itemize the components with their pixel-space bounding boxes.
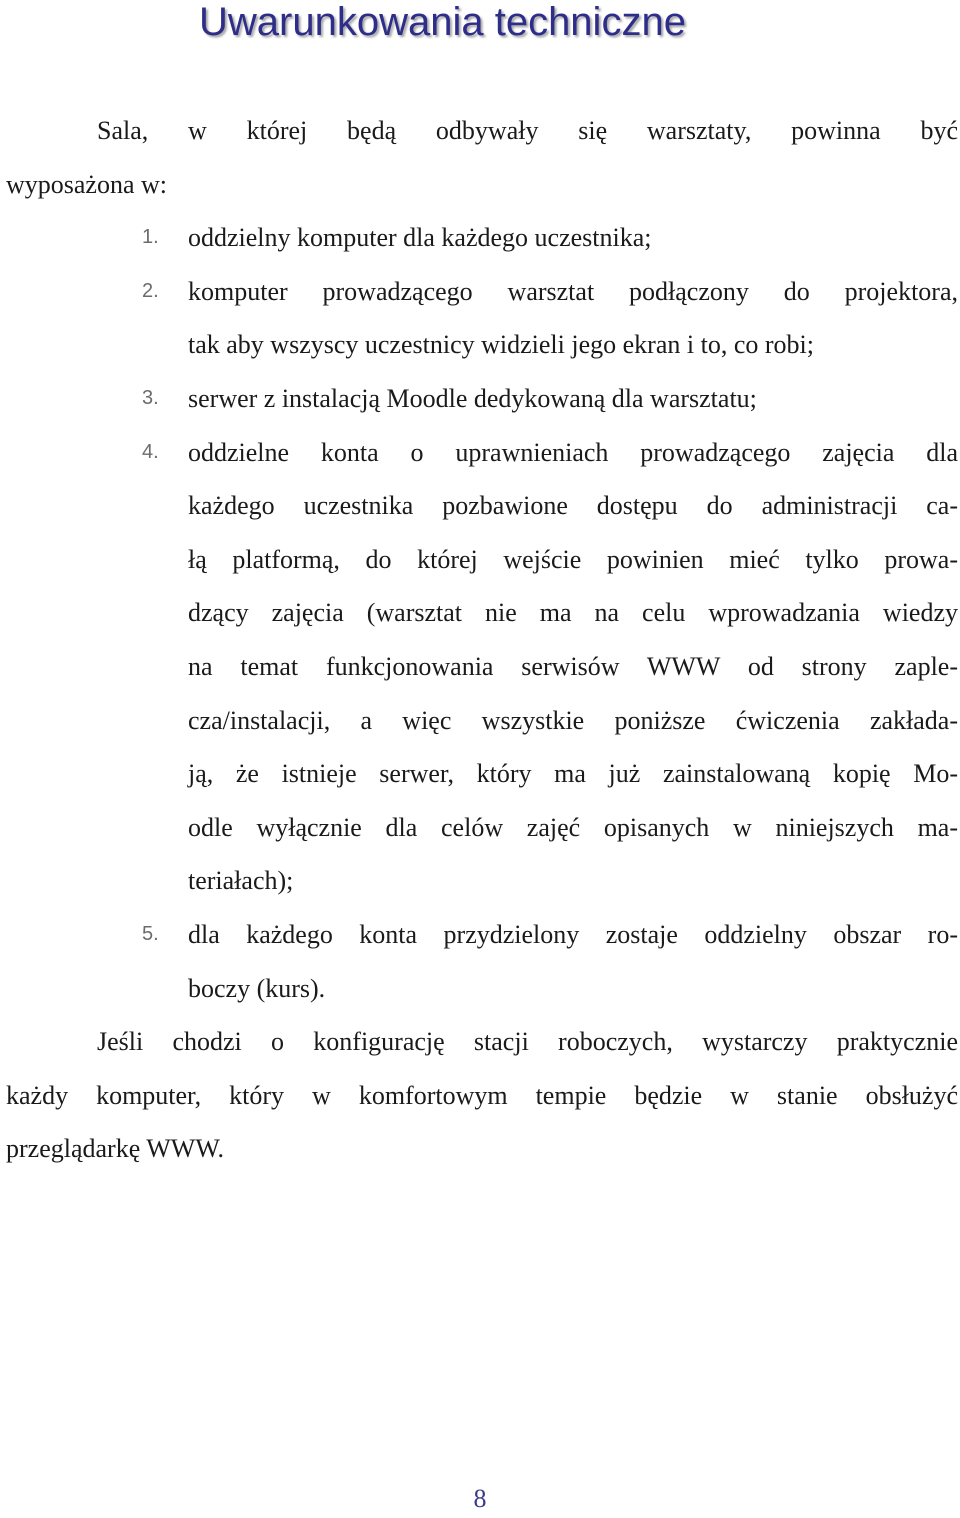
list-item-line: oddzielny komputer dla każdego uczestnika; — [188, 223, 652, 253]
list-item — [6, 211, 958, 265]
list-item-line: teriałach); — [188, 866, 294, 896]
list-item-line: łą platformą, do której wejście powinien mieć tylko prowa- — [188, 544, 958, 574]
list-item-number: 4. — [142, 440, 159, 463]
list-item-number: 5. — [142, 922, 159, 945]
closing-line: przeglądarkę WWW. — [6, 1134, 225, 1164]
intro-paragraph — [6, 104, 958, 211]
list-item-number: 1. — [142, 226, 159, 249]
closing-line: każdy komputer, który w komfortowym tempie będzie w stanie obsłużyć — [6, 1080, 958, 1110]
list-item — [6, 265, 958, 372]
list-item-line: oddzielne konta o uprawnieniach prowadzącego zajęcia dla — [188, 437, 958, 467]
closing-paragraph — [6, 1015, 958, 1176]
list-item-line: cza/instalacji, a więc wszystkie poniższe ćwiczenia zakłada- — [188, 705, 958, 735]
list-item-line: tak aby wszyscy uczestnicy widzieli jego ekran i to, co robi; — [188, 330, 814, 360]
list-item — [6, 426, 958, 908]
list-item-number: 3. — [142, 386, 159, 409]
list-item-line: odle wyłącznie dla celów zajęć opisanych w niniejszych ma- — [188, 812, 958, 842]
list-item-line: dzący zajęcia (warsztat nie ma na celu wprowadzania wiedzy — [188, 598, 958, 628]
page-number: 8 — [473, 1484, 487, 1513]
intro-line: wyposażona w: — [6, 169, 168, 199]
closing-line: Jeśli chodzi o konfigurację stacji roboczych, wystarczy praktycznie — [97, 1027, 958, 1057]
list-item-line: dla każdego konta przydzielony zostaje oddzielny obszar ro- — [188, 919, 958, 949]
intro-line: Sala, w której będą odbywały się warsztaty, powinna być — [97, 116, 958, 145]
list-item-number: 2. — [142, 279, 159, 302]
document-body — [6, 104, 958, 1176]
list-item-line: każdego uczestnika pozbawione dostępu do administracji ca- — [188, 491, 958, 521]
requirements-list — [6, 211, 958, 1015]
list-item-line: komputer prowadzącego warsztat podłączony do projektora, — [188, 276, 958, 306]
page-title: Uwarunkowania techniczne — [199, 0, 686, 44]
list-item-line: ją, że istnieje serwer, który ma już zainstalowaną kopię Mo- — [188, 759, 958, 789]
list-item — [6, 372, 958, 426]
list-item-line: na temat funkcjonowania serwisów WWW od strony zaple- — [188, 651, 958, 681]
list-item-line: serwer z instalacją Moodle dedykowaną dla warsztatu; — [188, 383, 757, 413]
list-item — [6, 908, 958, 1015]
list-item-line: boczy (kurs). — [188, 973, 326, 1003]
